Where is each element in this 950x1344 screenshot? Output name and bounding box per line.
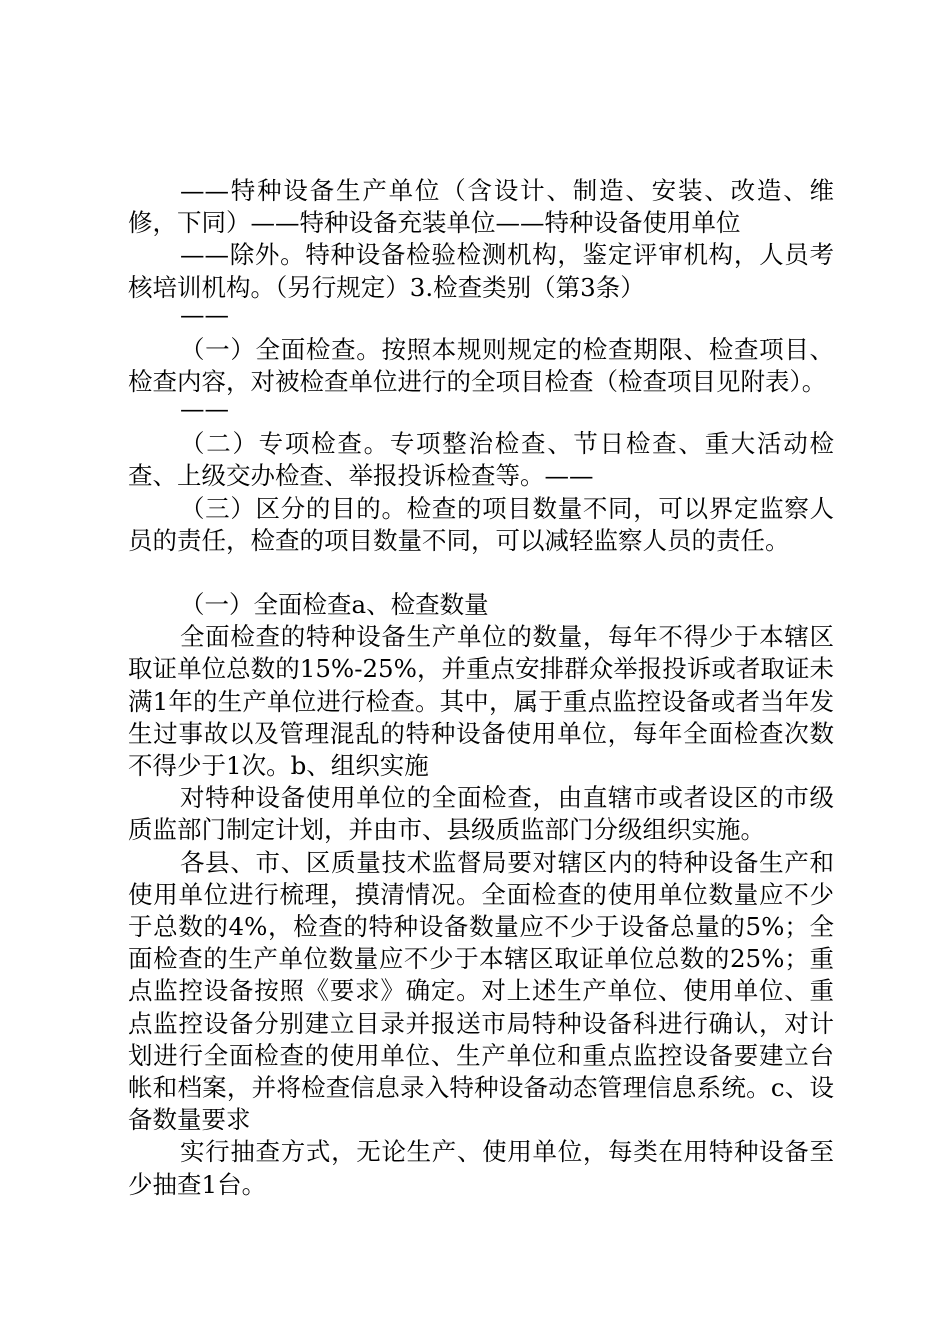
paragraph-inspection-quantity: 全面检查的特种设备生产单位的数量，每年不得少于本辖区取证单位总数的15%-25%，并重点安排群众举报投诉或者取证未满1年的生产单位进行检查。其中，属于重点监控设备或者当年发生过事故以及管理混乱的特种设备使用单位，每年全面检查次数不得少于1次。b、组织实施 xyxy=(128,622,834,781)
paragraph-special-inspection: （二）专项检查。专项整治检查、节日检查、重大活动检查、上级交办检查、举报投诉检查等。—— xyxy=(128,429,834,491)
paragraph-scope-units: ——特种设备生产单位（含设计、制造、安装、改造、维修，下同）——特种设备充装单位——特种设备使用单位 xyxy=(128,176,834,238)
dash-separator: —— xyxy=(180,394,229,424)
paragraph-county-requirements: 各县、市、区质量技术监督局要对辖区内的特种设备生产和使用单位进行梳理，摸清情况。全面检查的使用单位数量应不少于总数的4%，检查的特种设备数量应不少于设备总量的5%；全面检查的生产单位数量应不少于本辖区取证单位总数的25%；重点监控设备按照《要求》确定。对上述生产单位、使用单位、重点监控设备分别建立目录并报送市局特种设备科进行确认，对计划进行全面检查的使用单位、生产单位和重点监控设备要建立台帐和档案，并将检查信息录入特种设备动态管理信息系统。c、设备数量要求 xyxy=(128,847,834,1135)
paragraph-organization: 对特种设备使用单位的全面检查，由直辖市或者设区的市级质监部门制定计划，并由市、县级质监部门分级组织实施。 xyxy=(128,783,834,845)
dash-separator: —— xyxy=(180,299,229,329)
paragraph-full-inspection: （一）全面检查。按照本规则规定的检查期限、检查项目、检查内容，对被检查单位进行的全项目检查（检查项目见附表）。 xyxy=(128,334,834,397)
paragraph-purpose: （三）区分的目的。检查的项目数量不同，可以界定监察人员的责任，检查的项目数量不同，可以减轻监察人员的责任。 xyxy=(128,493,834,555)
section-heading-full-inspection: （一）全面检查a、检查数量 xyxy=(180,590,489,620)
paragraph-exceptions: ——除外。特种设备检验检测机构，鉴定评审机构，人员考核培训机构。（另行规定）3.检查类别（第3条） xyxy=(128,240,834,302)
document-page xyxy=(128,175,834,1201)
paragraph-sampling: 实行抽查方式，无论生产、使用单位，每类在用特种设备至少抽查1台。 xyxy=(128,1137,834,1199)
